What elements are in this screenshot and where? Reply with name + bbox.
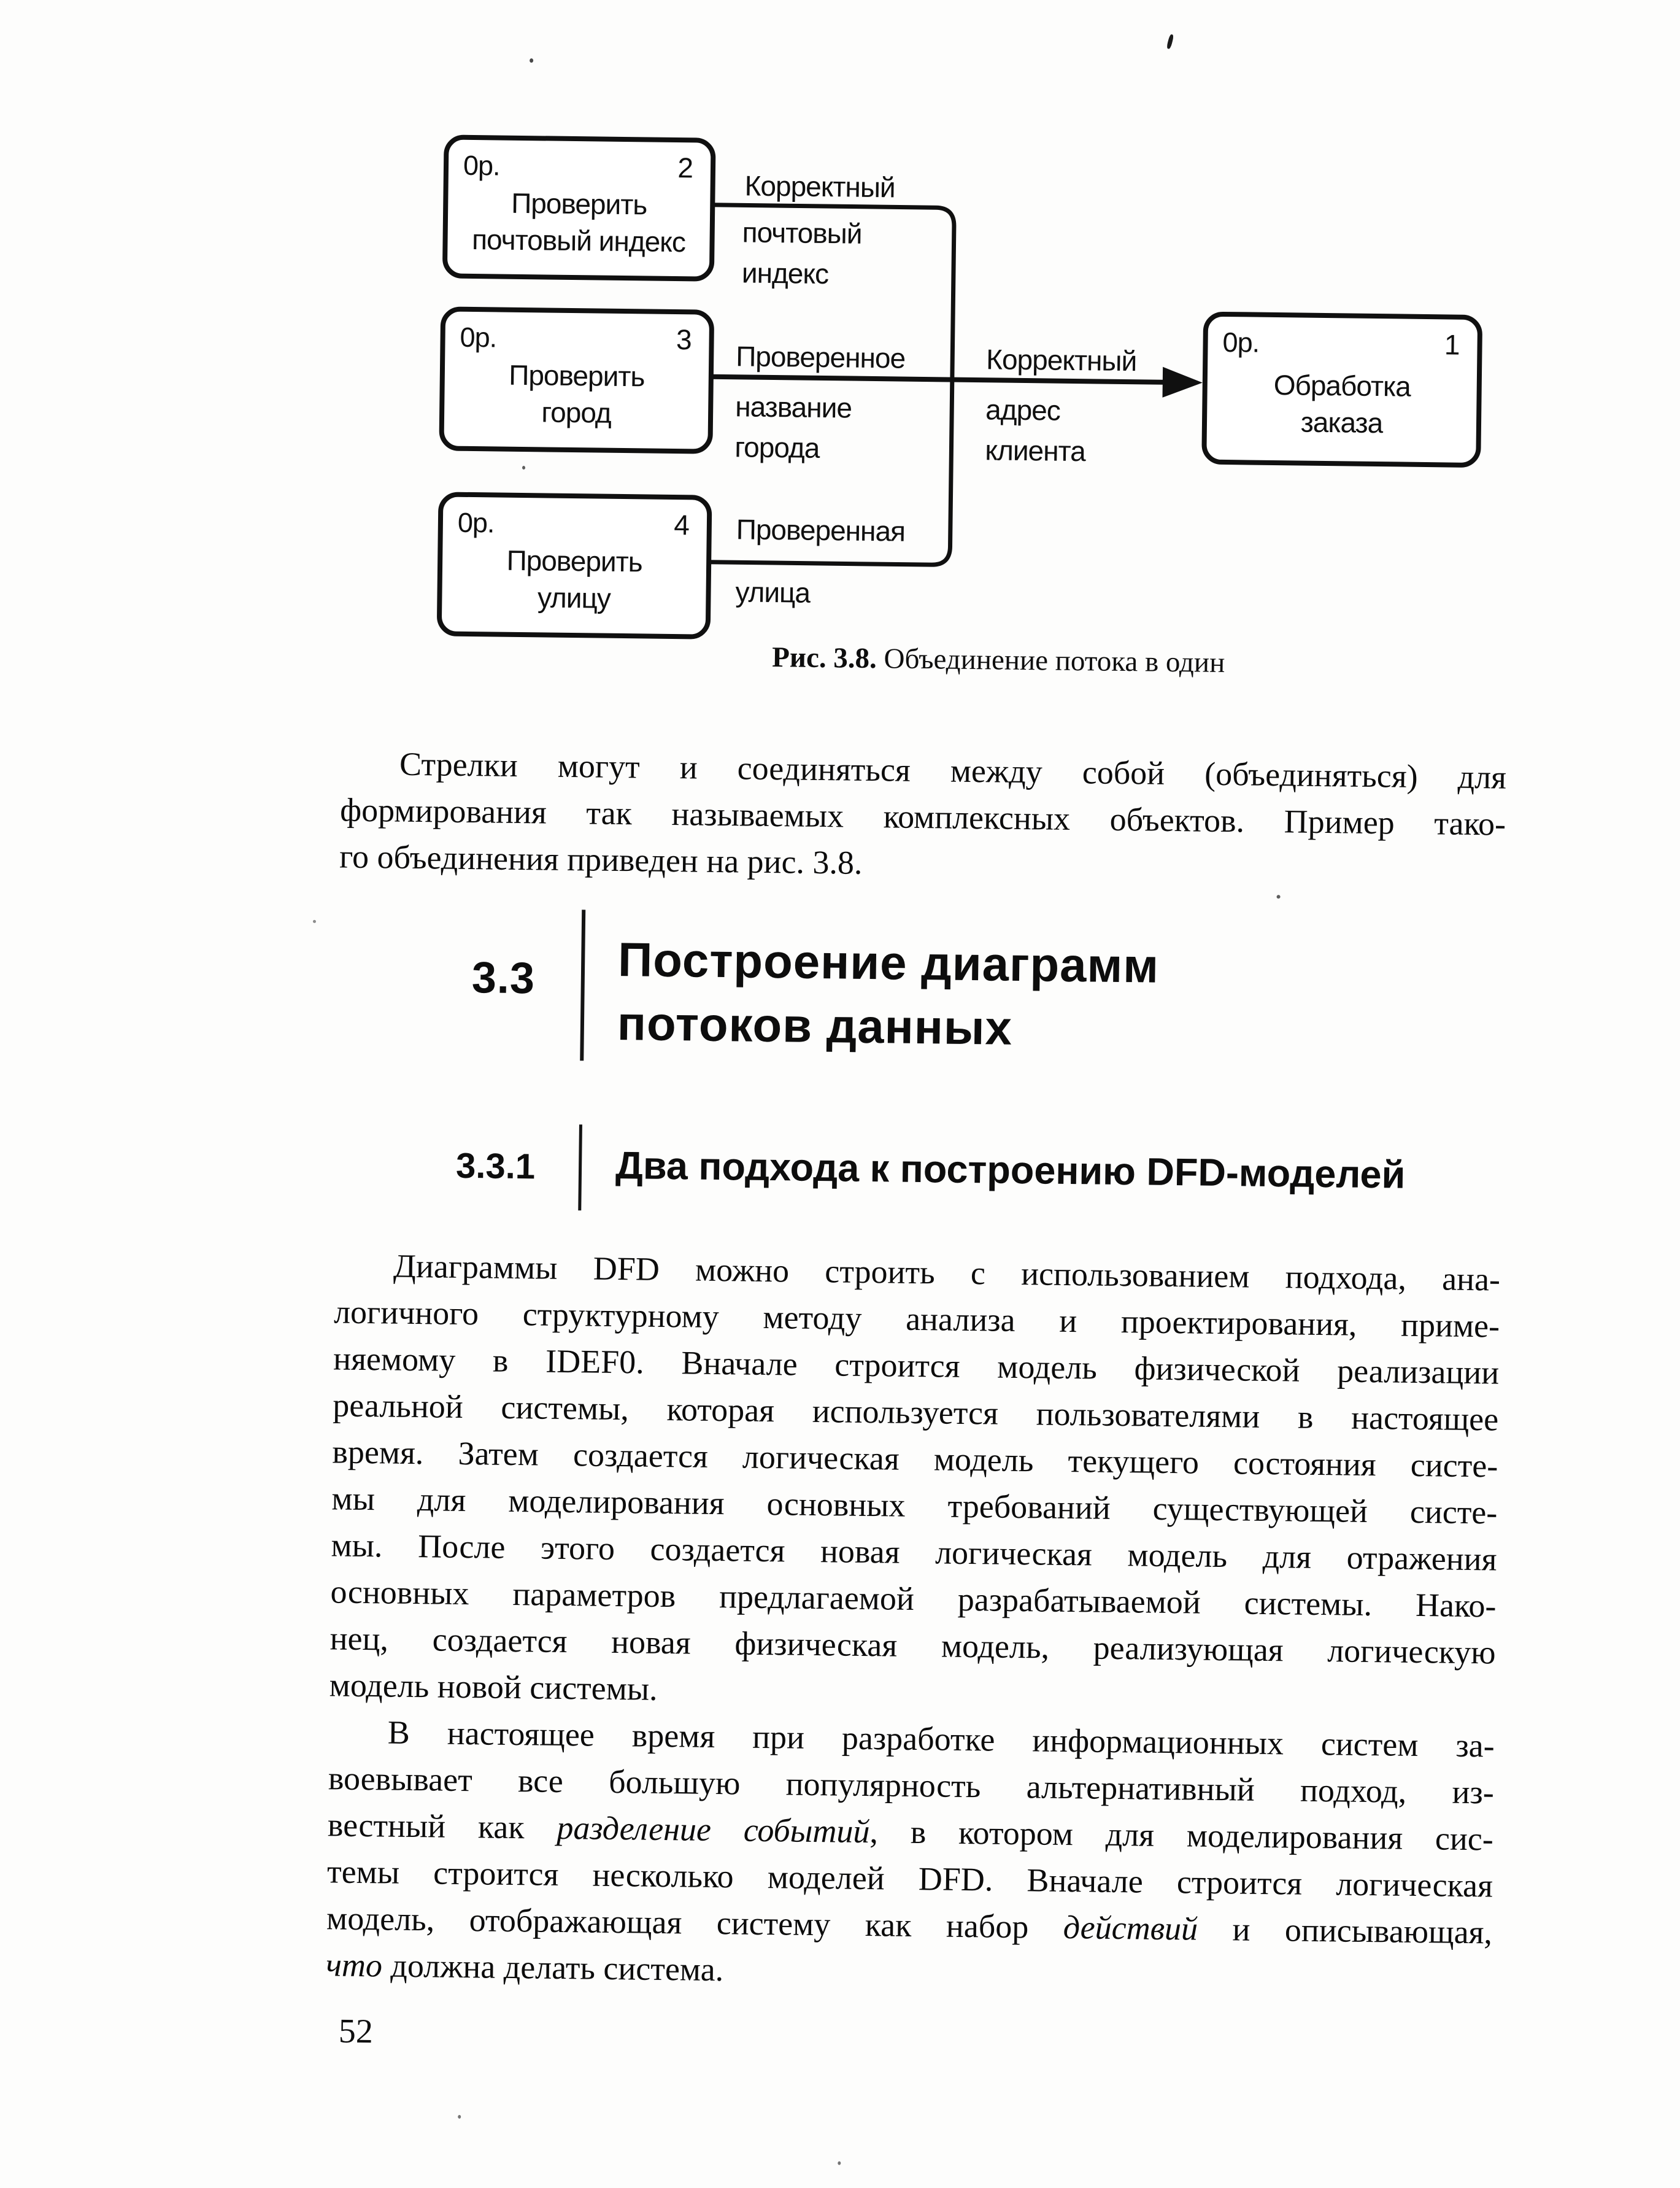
section-divider	[580, 910, 585, 1061]
scan-speck	[313, 920, 316, 923]
text-line: няемому в IDEF0. Вначале строится модель физической реализации	[333, 1340, 1500, 1391]
box-number: 2	[677, 152, 694, 184]
text-line: мы для моделирования основных требований существующей систе-	[331, 1480, 1498, 1531]
box-number: 1	[1444, 328, 1460, 361]
box-number: 3	[676, 323, 692, 356]
flow-label-street-above: Проверенная	[736, 513, 906, 547]
flow-label-city-above: Проверенное	[735, 340, 906, 374]
text-line: го объединения приведен на рис. 3.8.	[339, 838, 863, 881]
box-title: Проверить город	[509, 358, 645, 429]
text-line: формирования так называемых комплексных объектов. Пример тако-	[339, 791, 1506, 843]
box-number: 4	[674, 509, 690, 541]
text-line: модель новой системы.	[329, 1666, 658, 1707]
flow-label-address-below: адрес клиента	[985, 393, 1086, 468]
text-line: нец, создается новая физическая модель, реализующая логическую	[329, 1620, 1496, 1671]
section-title: Построение диаграмм потоков данных	[617, 932, 1160, 1055]
flow-label-zip-below: почтовый индекс	[741, 216, 862, 290]
subsection-divider	[578, 1124, 582, 1210]
scan-speck	[530, 58, 533, 63]
text-line: что должна делать система.	[325, 1946, 724, 1989]
scan-speck	[458, 2115, 461, 2119]
scan-speck	[1277, 895, 1281, 899]
flow-label-address-above: Корректный	[985, 343, 1137, 377]
box-cost-label: 0р.	[463, 149, 500, 182]
text-line: Диаграммы DFD можно строить с использованием подхода, ана-	[393, 1247, 1501, 1298]
paragraph-top-down-approach	[329, 1242, 1500, 1722]
arrowhead	[1163, 367, 1203, 398]
box-cost-label: 0р.	[457, 506, 495, 539]
text-line: мы. После этого создается новая логическая модель для отражения	[331, 1526, 1497, 1578]
flow-label-city-below: название города	[734, 390, 852, 464]
text-line: темы строится несколько моделей DFD. Вначале строится логическая	[326, 1853, 1493, 1904]
flow-label-zip-above: Корректный	[744, 169, 895, 204]
dfd-box-verify-city	[439, 306, 714, 454]
section-number: 3.3	[471, 953, 536, 1003]
text-line: основных параметров предлагаемой разрабатываемой системы. Нако-	[330, 1573, 1497, 1625]
dfd-box-process-order	[1201, 312, 1482, 468]
box-title: Обработка заказа	[1273, 368, 1411, 439]
box-cost-label: 0р.	[460, 321, 497, 354]
paragraph-event-partitioning	[326, 1708, 1495, 2002]
text-line: вестный как разделение событий, в котором для моделирования сис-	[327, 1806, 1494, 1858]
caption-text: Объединение потока в один	[876, 643, 1225, 679]
caption-label: Рис. 3.8.	[771, 641, 877, 675]
box-title: Проверить улицу	[506, 544, 643, 614]
box-title: Проверить почтовый индекс	[471, 187, 686, 258]
dfd-box-verify-street	[437, 492, 712, 639]
text-line: В настоящее время при разработке информационных систем за-	[387, 1714, 1495, 1765]
subsection-number: 3.3.1	[455, 1145, 536, 1187]
dfd-box-verify-zip	[442, 134, 716, 281]
intro-paragraph	[339, 740, 1507, 894]
flow-label-street-below: улица	[735, 576, 811, 609]
text-line: время. Затем создается логическая модель текущего состояния систе-	[332, 1433, 1498, 1485]
figure-3-8-diagram	[11, 0, 1680, 614]
box-cost-label: 0р.	[1222, 326, 1260, 358]
text-line: логичного структурному методу анализа и проектирования, приме-	[333, 1293, 1500, 1345]
scan-speck	[838, 2162, 841, 2165]
text-line: воевывает все большую популярность альтернативный подход, из-	[328, 1760, 1495, 1811]
scan-speck	[522, 466, 525, 470]
text-line: модель, отображающая систему как набор действий и описывающая,	[326, 1900, 1493, 1951]
text-line: Стрелки могут и соединяться между собой (объединяться) для	[399, 745, 1507, 796]
text-line: реальной системы, которая используется пользователями в настоящее	[332, 1386, 1499, 1438]
page-number: 52	[338, 2012, 374, 2051]
subsection-title: Два подхода к построению DFD-моделей	[615, 1143, 1406, 1197]
